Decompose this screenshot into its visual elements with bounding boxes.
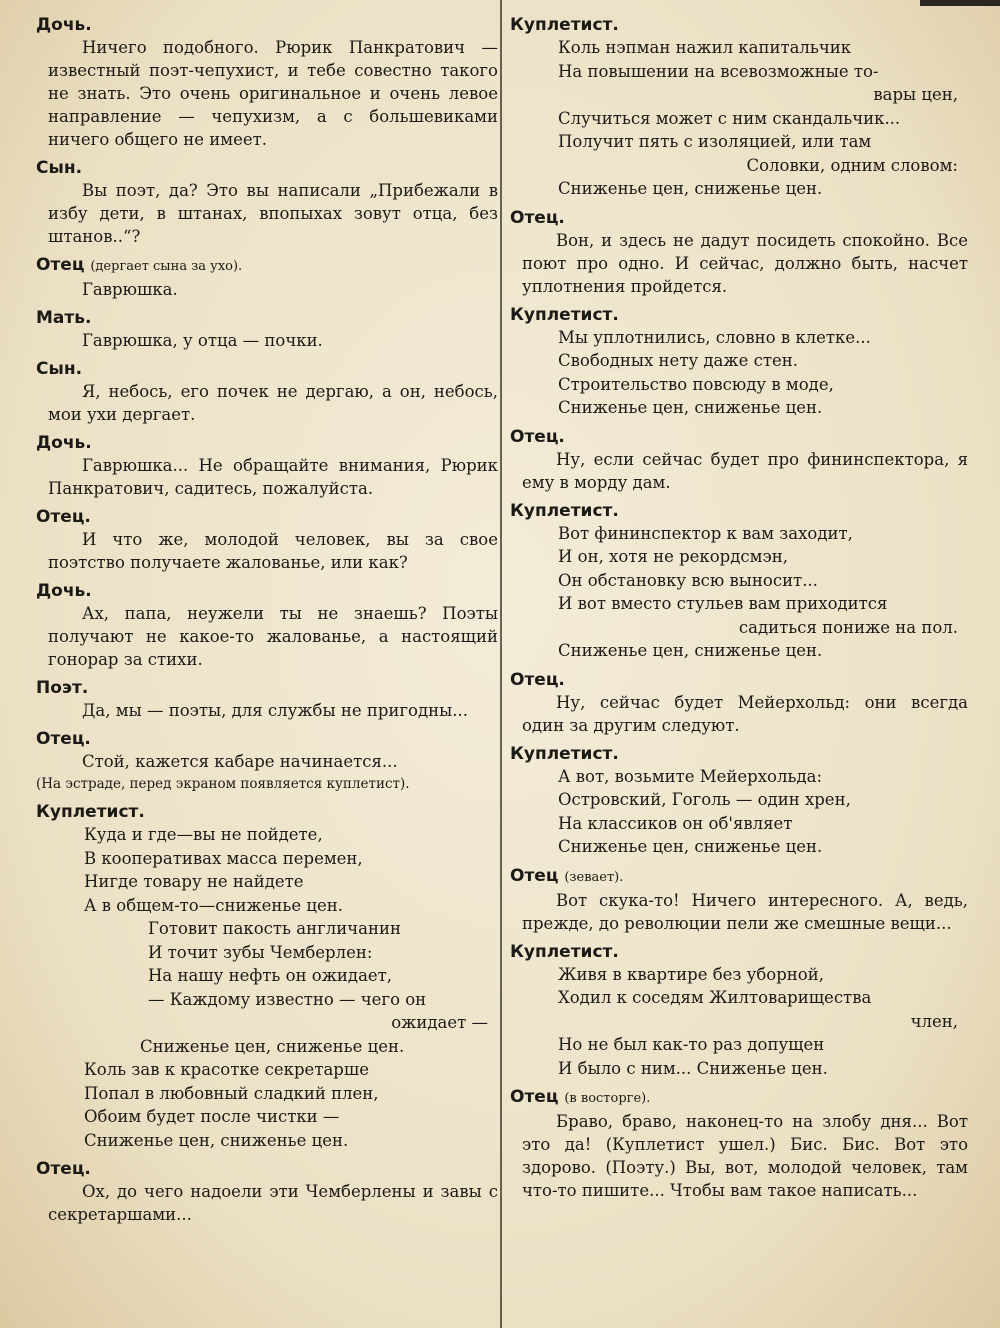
speaker-name: Дочь. (36, 433, 92, 453)
speech-text: И что же, молодой человек, вы за свое поэтство получаете жалованье, или как? (48, 530, 498, 572)
verse-line: — Каждому известно — чего он (148, 989, 427, 1009)
verse-line: ожидает — (391, 1013, 488, 1032)
verse-line: Вот фининспектор к вам заходит, (558, 523, 853, 543)
verse-line: В кооперативах масса перемен, (84, 848, 363, 868)
speaker-name: Куплетист. (510, 304, 619, 325)
speaker-name: Куплетист. (510, 743, 619, 764)
stage-direction: (в восторге). (564, 1091, 651, 1106)
verse-block (510, 963, 968, 1081)
verse-line: Нигде товару не найдете (84, 872, 304, 891)
page-edge-mark (920, 0, 1000, 6)
verse-line: Соловки, одним словом: (746, 155, 958, 175)
speaker-name: Отец. (510, 426, 565, 447)
speaker-name: Дочь. (36, 581, 92, 601)
speaker-name: Куплетист. (36, 802, 145, 822)
verse-line: Сниженье цен, сниженье цен. (84, 1130, 349, 1150)
speech-text: Ничего подобного. Рюрик Панкратович — известный поэт-чепухист, и тебе совестно такого не знать. Это очень оригинальное и очень левое направление — чепухизм, а с большевиками ничего общего не имеет. (48, 38, 498, 149)
speech-text: Да, мы — поэты, для службы не пригодны... (82, 701, 469, 720)
verse-line: Он обстановку всю выносит... (558, 570, 818, 590)
speaker-name: Поэт. (36, 678, 89, 698)
speech-text: Гаврюшка... Не обращайте внимания, Рюрик Панкратович, садитесь, пожалуйста. (48, 456, 498, 498)
verse-line: член, (910, 1011, 958, 1031)
speech-text: Гаврюшка, у отца — почки. (82, 331, 323, 350)
speaker-name: Сын. (36, 359, 83, 379)
speech-text: Ну, если сейчас будет про фининспектора, я ему в морду дам. (522, 449, 968, 492)
verse-line: Коль нэпман нажил капитальчик (558, 38, 852, 57)
verse-line: И было с ним... Сниженье цен. (558, 1058, 828, 1078)
speaker-name: Куплетист. (510, 941, 619, 962)
speech-text: Вот скука-то! Ничего интересного. А, ведь, прежде, до революции пели же смешные вещи... (522, 890, 968, 933)
speaker-name: Куплетист. (510, 15, 619, 35)
verse-line: На классиков он об'являет (558, 813, 793, 833)
speech-text: Я, небось, его почек не дергаю, а он, небось, мои ухи дергает. (48, 382, 498, 424)
speaker-line (36, 254, 498, 278)
speech-text: Стой, кажется кабаре начинается... (82, 752, 398, 771)
verse-line: Мы уплотнились, словно в клетке... (558, 327, 871, 347)
verse-line: Коль зав к красотке секретарше (84, 1060, 369, 1079)
stage-direction: (На эстраде, перед экраном появляется куплетист). (36, 776, 410, 792)
verse-block (510, 36, 968, 201)
speaker-name: Отец. (510, 669, 565, 690)
verse-line: Готовит пакость англичанин (148, 919, 401, 938)
verse-line: Случиться может с ним скандальчик... (558, 108, 901, 128)
left-column (36, 8, 498, 1226)
verse-line: Ходил к соседям Жилтоварищества (558, 988, 872, 1007)
speaker-name: Отец (510, 865, 559, 886)
speaker-line (510, 1086, 968, 1110)
verse-line: Попал в любовный сладкий плен, (84, 1083, 379, 1103)
verse-line: И он, хотя не рекордсмэн, (558, 547, 788, 566)
speaker-name: Отец. (36, 1159, 91, 1179)
verse-block (510, 765, 968, 859)
speech-text: Ох, до чего надоели эти Чемберлены и завы с секретаршами... (48, 1182, 498, 1224)
speaker-name: Отец (510, 1087, 559, 1107)
verse-line: Островский, Гоголь — один хрен, (558, 790, 851, 809)
speaker-name: Куплетист. (510, 500, 619, 521)
verse-line: Сниженье цен, сниженье цен. (558, 641, 823, 660)
verse-line: Сниженье цен, сниженье цен. (558, 179, 823, 198)
speech-text: Вон, и здесь не дадут посидеть спокойно. Все поют про одно. И сейчас, должно быть, насчет уплотнения пройдется. (522, 230, 968, 296)
speech-text: Ах, папа, неужели ты не знаешь? Поэты получают не какое-то жалованье, а настоящий гонорар за стихи. (48, 604, 498, 669)
verse-line: Свободных нету даже стен. (558, 351, 798, 370)
speaker-name: Отец. (36, 729, 91, 749)
verse-line: Сниженье цен, сниженье цен. (558, 837, 823, 856)
speech-text: Гаврюшка. (82, 280, 178, 299)
verse-line: Но не был как-то раз допущен (558, 1035, 825, 1054)
verse-line: На нашу нефть он ожидает, (148, 966, 393, 985)
speaker-name: Дочь. (36, 15, 92, 35)
speech-text: Ну, сейчас будет Мейерхольд: они всегда один за другим следуют. (522, 692, 968, 735)
verse-line: А вот, возьмите Мейерхольда: (558, 766, 822, 786)
verse-line: И точит зубы Чемберлен: (148, 942, 373, 962)
verse-line: И вот вместо стульев вам приходится (558, 594, 888, 613)
verse-block (510, 522, 968, 663)
speaker-name: Сын. (36, 158, 83, 178)
verse-line: А в общем-то—сниженье цен. (84, 895, 344, 915)
speaker-line (510, 865, 968, 889)
stage-direction: (зевает). (564, 869, 624, 885)
column-divider (500, 0, 502, 1328)
verse-block (36, 823, 498, 1152)
right-column (510, 8, 968, 1202)
verse-line: Живя в квартире без уборной, (558, 964, 824, 984)
speech-text: Браво, браво, наконец-то на злобу дня... Вот это да! (Куплетист ушел.) Бис. Бис. Вот это здорово. (Поэту.) Вы, вот, молодой человек, там что-то пишите... Чтобы вам такое написать... (522, 1112, 968, 1200)
stage-direction: (дергает сына за ухо). (90, 259, 243, 274)
verse-line: вары цен, (873, 85, 958, 104)
verse-line: На повышении на всевозможные то- (558, 61, 879, 81)
verse-line: Куда и где—вы не пойдете, (84, 825, 323, 844)
verse-line: Строительство повсюду в моде, (558, 374, 834, 394)
verse-line: садиться пониже на пол. (738, 617, 958, 637)
speech-text: Вы поэт, да? Это вы написали „Прибежали в избу дети, в штанах, впопыхах зовут отца, без штанов..“? (48, 181, 498, 246)
speaker-name: Отец (36, 255, 85, 275)
speaker-name: Отец. (510, 207, 565, 228)
verse-line: Получит пять с изоляцией, или там (558, 132, 872, 151)
speaker-name: Мать. (36, 308, 92, 328)
verse-line: Обоим будет после чистки — (84, 1107, 340, 1126)
speaker-name: Отец. (36, 507, 91, 527)
verse-line: Сниженье цен, сниженье цен. (558, 398, 823, 417)
verse-line: Сниженье цен, сниженье цен. (140, 1036, 405, 1056)
verse-block (510, 326, 968, 420)
